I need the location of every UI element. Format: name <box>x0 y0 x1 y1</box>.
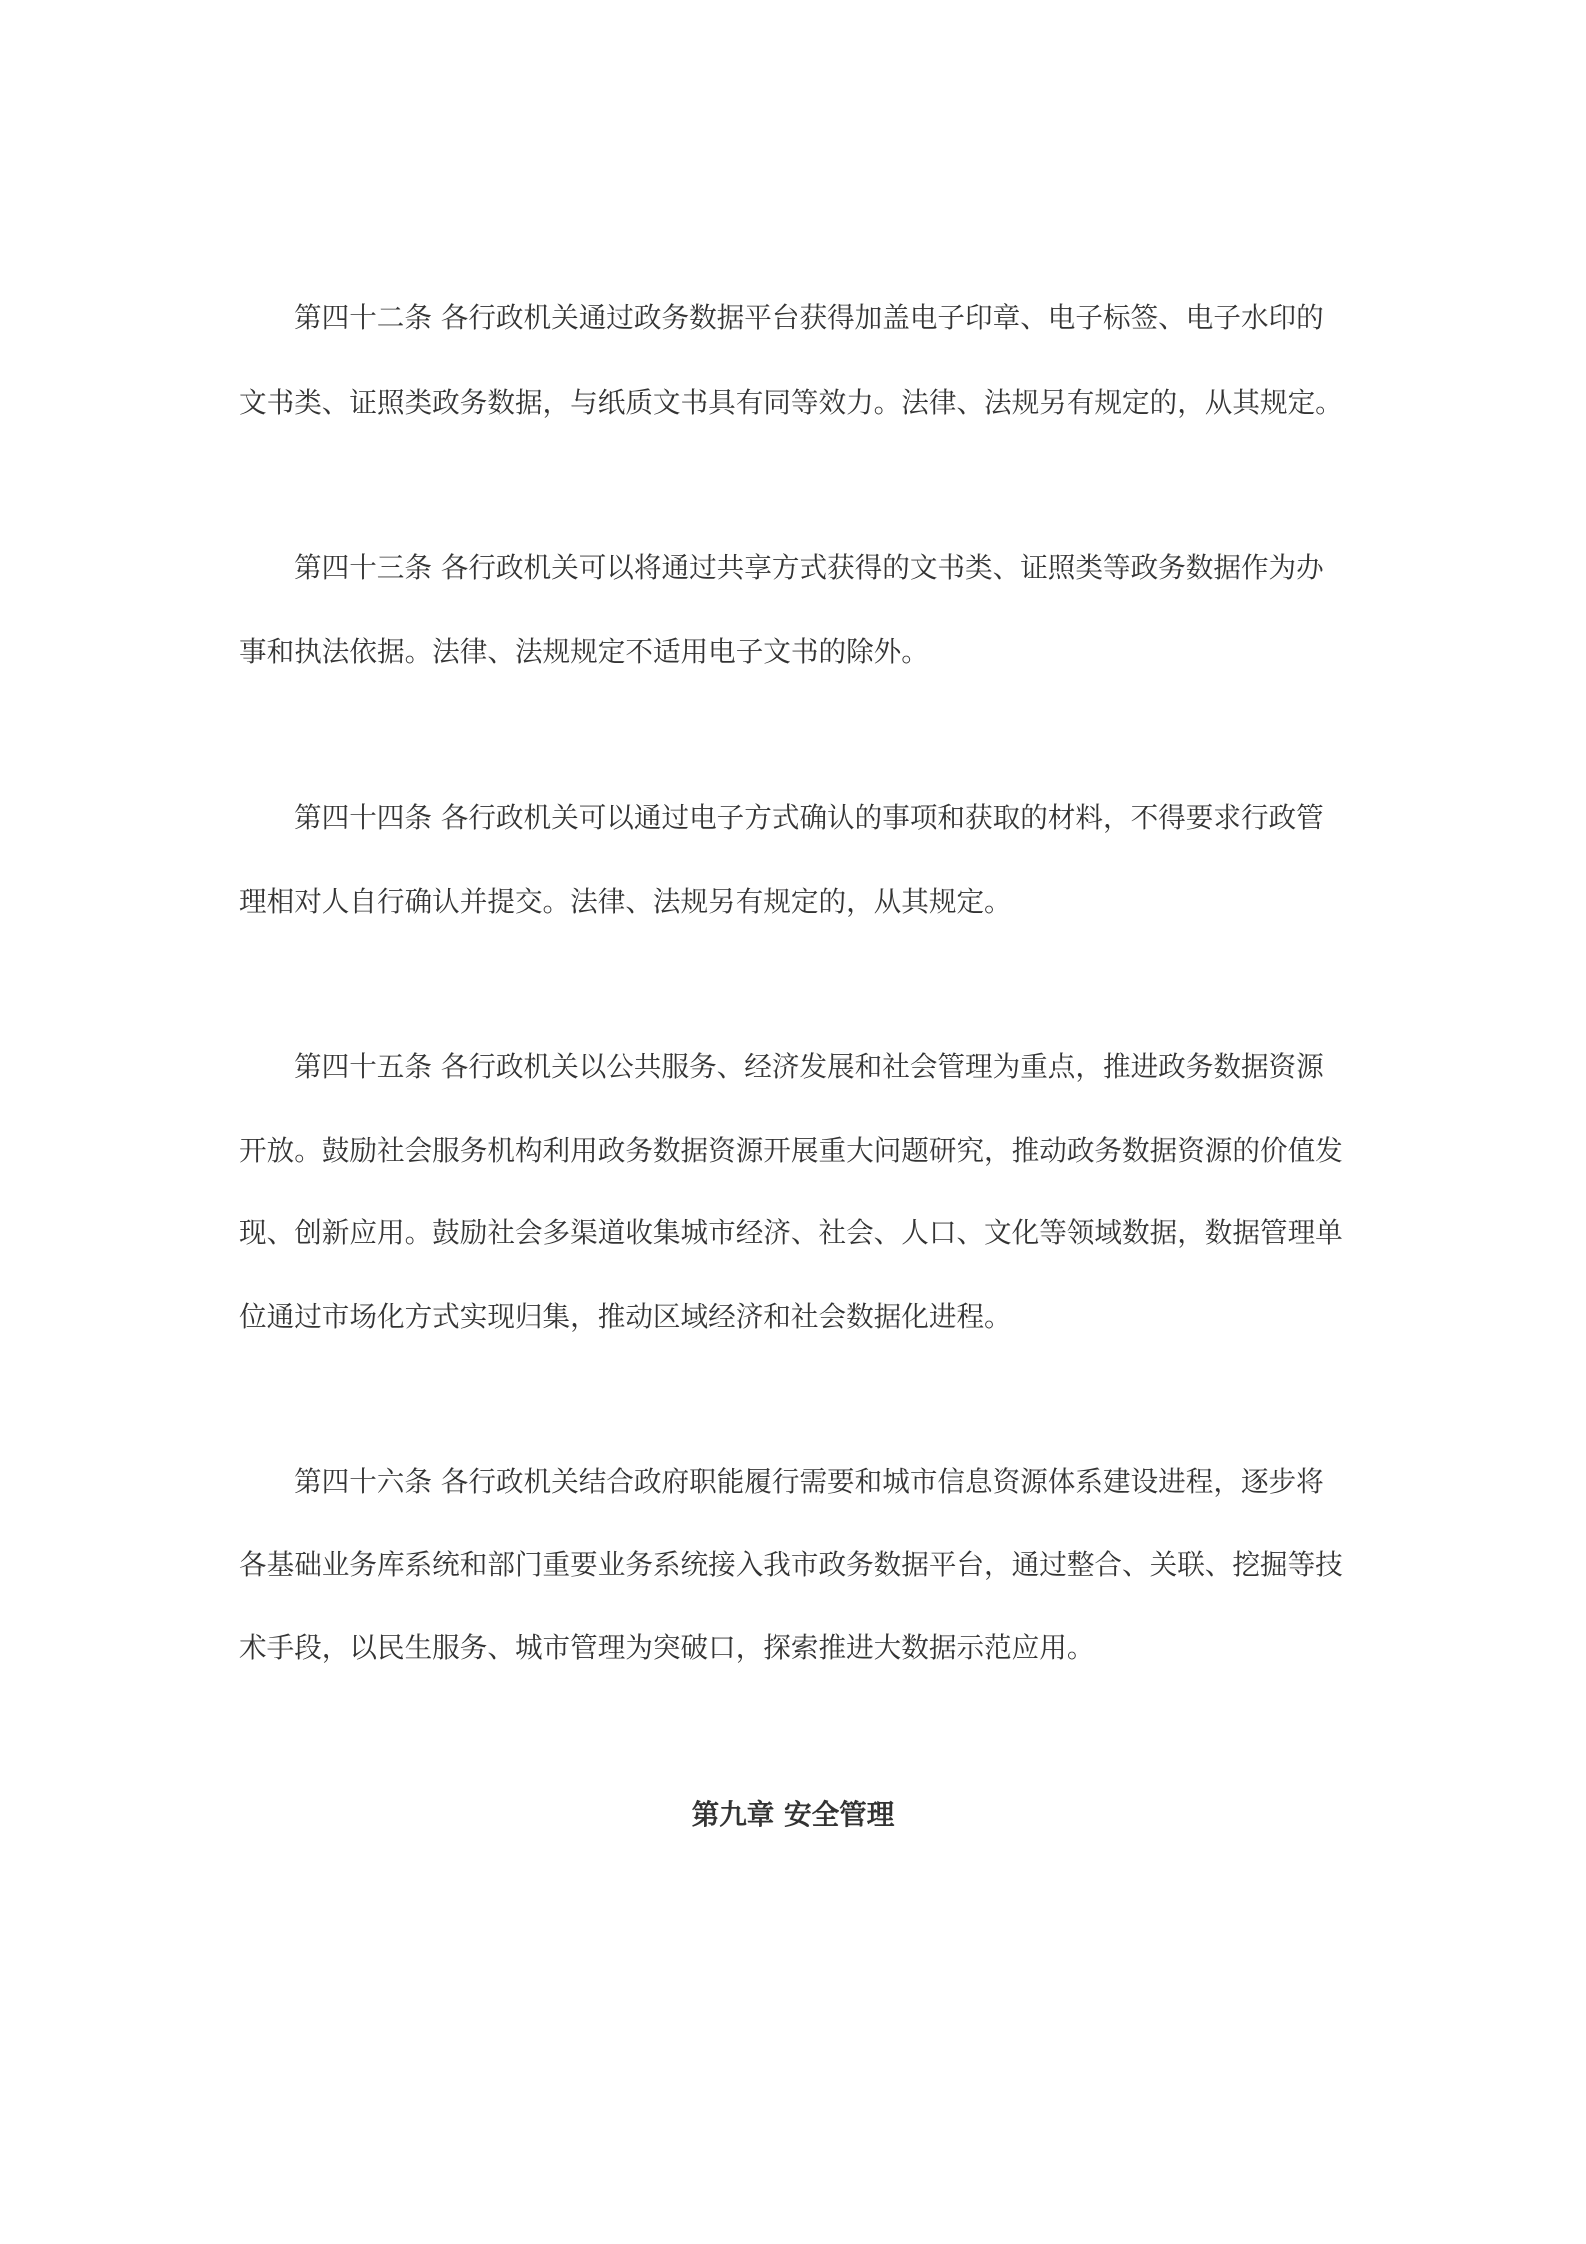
article-45-line-4: 位通过市场化方式实现归集，推动区域经济和社会数据化进程。 <box>239 1300 1012 1333</box>
chapter-heading: 第九章 安全管理 <box>691 1798 895 1831</box>
article-42-line-2: 文书类、证照类政务数据，与纸质文书具有同等效力。法律、法规另有规定的，从其规定。 <box>239 386 1343 419</box>
article-45-line-1: 第四十五条 各行政机关以公共服务、经济发展和社会管理为重点，推进政务数据资源 <box>294 1050 1324 1083</box>
article-46-line-1: 第四十六条 各行政机关结合政府职能履行需要和城市信息资源体系建设进程，逐步将 <box>294 1465 1324 1498</box>
article-43-line-1: 第四十三条 各行政机关可以将通过共享方式获得的文书类、证照类等政务数据作为办 <box>294 551 1324 584</box>
article-43-line-2: 事和执法依据。法律、法规规定不适用电子文书的除外。 <box>239 635 929 668</box>
article-42-line-1: 第四十二条 各行政机关通过政务数据平台获得加盖电子印章、电子标签、电子水印的 <box>294 301 1324 334</box>
article-45-line-2: 开放。鼓励社会服务机构利用政务数据资源开展重大问题研究，推动政务数据资源的价值发 <box>239 1134 1343 1167</box>
article-46-line-2: 各基础业务库系统和部门重要业务系统接入我市政务数据平台，通过整合、关联、挖掘等技 <box>239 1548 1343 1581</box>
article-45-line-3: 现、创新应用。鼓励社会多渠道收集城市经济、社会、人口、文化等领域数据，数据管理单 <box>239 1216 1343 1249</box>
article-46-line-3: 术手段，以民生服务、城市管理为突破口，探索推进大数据示范应用。 <box>239 1631 1095 1664</box>
article-44-line-2: 理相对人自行确认并提交。法律、法规另有规定的，从其规定。 <box>239 885 1012 918</box>
article-44-line-1: 第四十四条 各行政机关可以通过电子方式确认的事项和获取的材料，不得要求行政管 <box>294 801 1324 834</box>
